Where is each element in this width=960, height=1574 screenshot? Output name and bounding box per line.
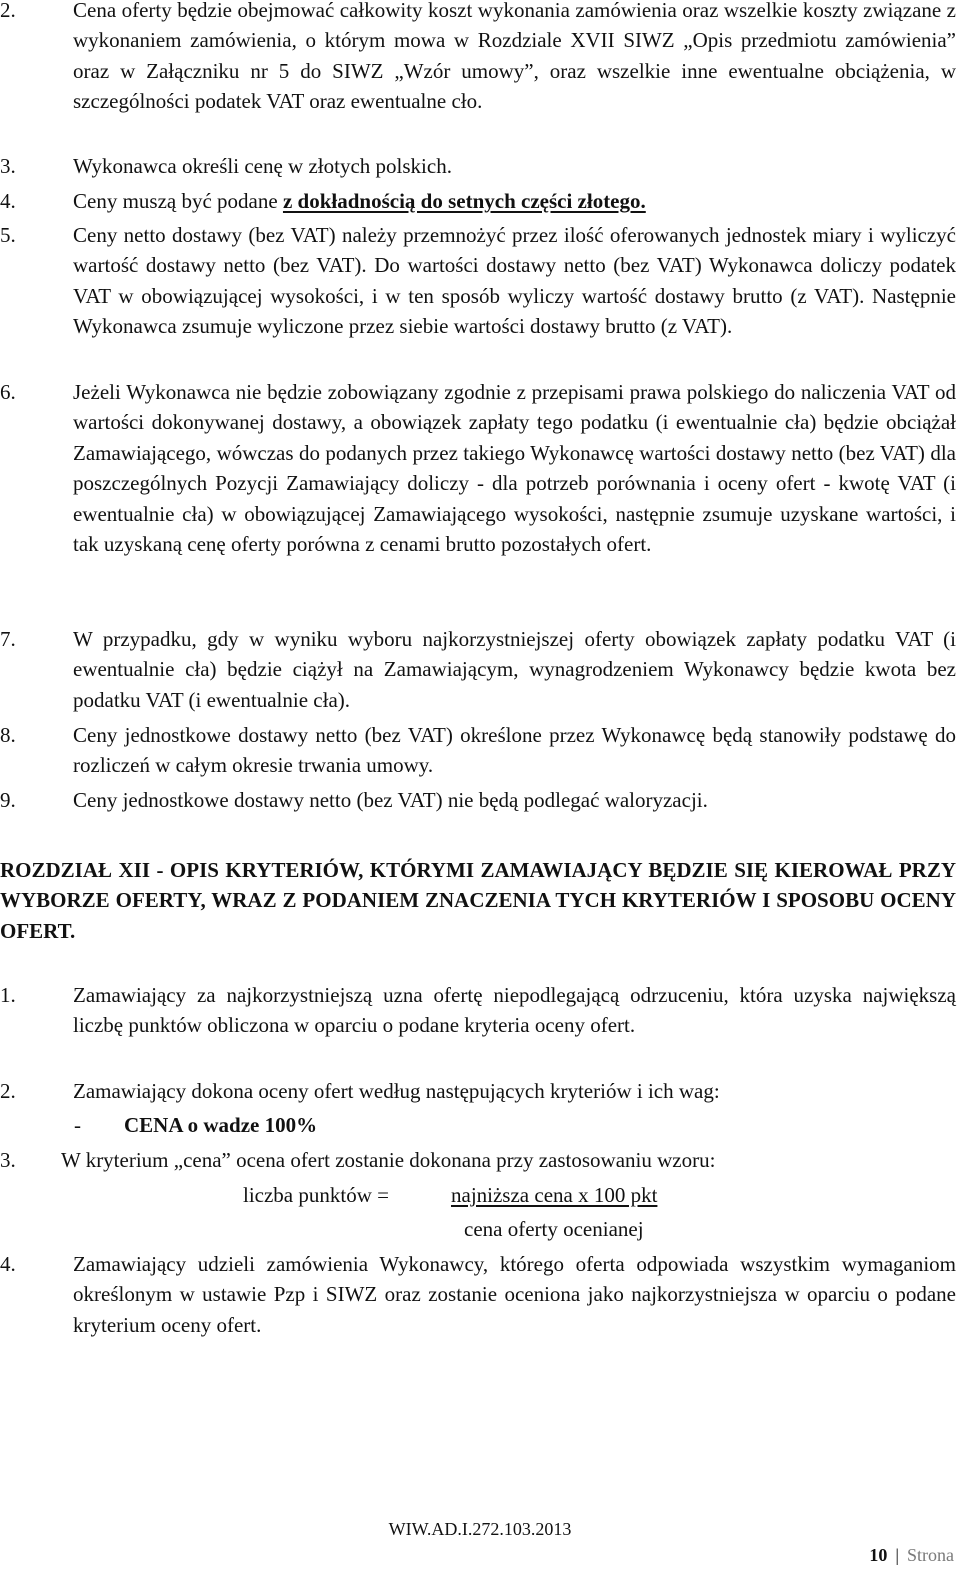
criterion-dash: - bbox=[74, 1113, 81, 1137]
list-number: 5. bbox=[0, 223, 16, 247]
list-text: Jeżeli Wykonawca nie będzie zobowiązany zgodnie z przepisami prawa polskiego do naliczenia VAT od wartości dokonywanej dostawy, a obowiązek zapłaty tego podatku (i ewentualnie cła) będzie obciążał Zamawiającego, wówczas do podanych przez takiego Wykonawcę wartości dostawy netto (bez VAT) dla poszczególnych Pozycji Zamawiający doliczy - dla potrzeb porównania i oceny ofert - kwotę VAT (i ewentualnie cła) w obowiązującej Zamawiającego wysokości, następnie zsumuje uzyskane wartości, i tak uzyskaną cenę oferty porówna z cenami brutto pozostałych ofert. bbox=[73, 380, 956, 557]
list-number: 2. bbox=[0, 1079, 16, 1103]
page-number: 10 bbox=[869, 1545, 888, 1565]
list-item-b-2 bbox=[0, 1076, 956, 1106]
formula-numerator: najniższa cena x 100 pkt bbox=[451, 1183, 658, 1207]
list-item-b-4 bbox=[0, 1249, 956, 1340]
list-text: Ceny netto dostawy (bez VAT) należy przemnożyć przez ilość oferowanych jednostek miary i wyliczyć wartość dostawy netto (bez VAT). Do wartości dostawy netto (bez VAT) Wykonawca doliczy podatek VAT w obowiązującej wysokości, i w ten sposób wyliczy wartość dostawy brutto (z VAT). Następnie Wykonawca zsumuje wyliczone przez siebie wartości dostawy brutto (z VAT). bbox=[73, 223, 956, 339]
list-number: 1. bbox=[0, 983, 16, 1007]
list-item-a-2 bbox=[0, 0, 956, 117]
list-item-a-3 bbox=[0, 151, 956, 181]
list-text: W przypadku, gdy w wyniku wyboru najkorzystniejszej oferty obowiązek zapłaty podatku VAT (i ewentualnie cła) będzie ciążył na Zamawiającym, wynagrodzeniem Wykonawcy będzie kwota bez podatku VAT (i ewentualnie cła). bbox=[73, 627, 956, 712]
document-reference-code: WIW.AD.I.272.103.2013 bbox=[388, 1519, 572, 1539]
list-number: 6. bbox=[0, 380, 16, 404]
page-footer bbox=[869, 1545, 954, 1566]
list-item-a-7 bbox=[0, 624, 956, 715]
list-number: 8. bbox=[0, 723, 16, 747]
list-text: Zamawiający udzieli zamówienia Wykonawcy, którego oferta odpowiada wszystkim wymaganiom określonym w ustawie Pzp i SIWZ oraz zostanie oceniona jako najkorzystniejsza w oparciu o podane kryterium oceny ofert. bbox=[73, 1252, 956, 1337]
criterion-label: CENA o wadze 100% bbox=[124, 1113, 318, 1137]
list-number: 9. bbox=[0, 788, 16, 812]
footer-separator: | bbox=[895, 1545, 899, 1565]
list-item-a-6 bbox=[0, 377, 956, 559]
list-text bbox=[73, 186, 956, 216]
list-number: 4. bbox=[0, 1252, 16, 1276]
list-text: Cena oferty będzie obejmować całkowity koszt wykonania zamówienia oraz wszelkie koszty związane z wykonaniem zamówienia, o którym mowa w Rozdziale XVII SIWZ „Opis przedmiotu zamówienia” oraz w Załączniku nr 5 do SIWZ „Wzór umowy”, oraz wszelkie inne ewentualne obciążenia, w szczególności podatek VAT oraz ewentualne cło. bbox=[73, 0, 956, 114]
list-number: 7. bbox=[0, 627, 16, 651]
list-text: Wykonawca określi cenę w złotych polskich. bbox=[73, 154, 452, 178]
list-item-a-4 bbox=[0, 186, 956, 216]
formula-denominator: cena oferty ocenianej bbox=[464, 1217, 644, 1241]
list-item-a-8 bbox=[0, 720, 956, 781]
list-text: W kryterium „cena” ocena ofert zostanie dokonana przy zastosowaniu wzoru: bbox=[61, 1148, 716, 1172]
list-item-a-9 bbox=[0, 785, 956, 815]
list-text: Ceny jednostkowe dostawy netto (bez VAT) nie będą podlegać waloryzacji. bbox=[73, 788, 708, 812]
list-number: 3. bbox=[0, 1148, 16, 1172]
page-label: Strona bbox=[907, 1545, 954, 1565]
formula-lhs: liczba punktów = bbox=[243, 1183, 389, 1207]
list-text-emphasis: z dokładnością do setnych części złotego. bbox=[282, 189, 646, 213]
list-item-a-5 bbox=[0, 220, 956, 342]
list-number: 4. bbox=[0, 189, 16, 213]
list-item-b-1 bbox=[0, 980, 956, 1041]
section-heading: ROZDZIAŁ XII - OPIS KRYTERIÓW, KTÓRYMI ZAMAWIAJĄCY BĘDZIE SIĘ KIEROWAŁ PRZY WYBORZE OFERTY, WRAZ Z PODANIEM ZNACZENIA TYCH KRYTERIÓW I SPOSOBU OCENY OFERT. bbox=[0, 858, 956, 943]
list-text: Zamawiający dokona oceny ofert według następujących kryteriów i ich wag: bbox=[73, 1079, 720, 1103]
list-text: Zamawiający za najkorzystniejszą uzna ofertę niepodlegającą odrzuceniu, która uzyska największą liczbę punktów obliczona w oparciu o podane kryteria oceny ofert. bbox=[73, 983, 956, 1038]
list-number: 2. bbox=[0, 0, 16, 22]
list-number: 3. bbox=[0, 154, 16, 178]
list-text: Ceny jednostkowe dostawy netto (bez VAT) określone przez Wykonawcę będą stanowiły podstawę do rozliczeń w całym okresie trwania umowy. bbox=[73, 723, 956, 778]
list-text-plain: Ceny muszą być podane bbox=[73, 189, 283, 213]
list-item-b-3 bbox=[0, 1145, 956, 1175]
